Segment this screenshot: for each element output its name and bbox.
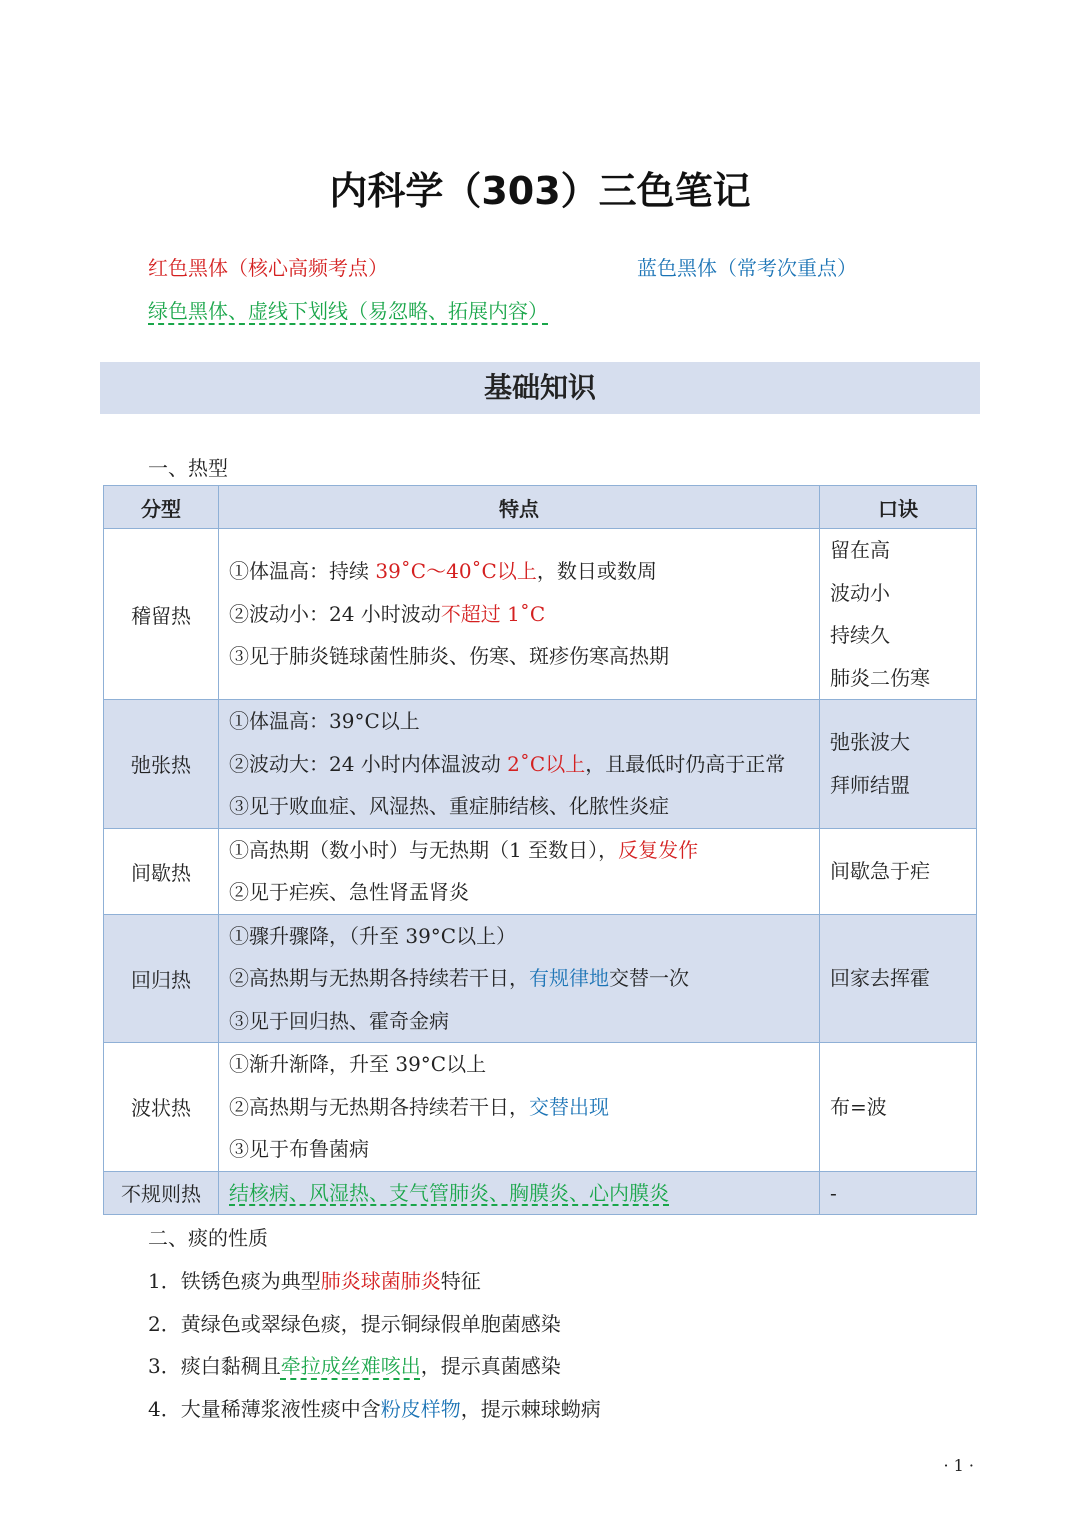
feature-highlight: 有规律地 xyxy=(529,966,609,990)
mnemonic-line: 间歇急于疟 xyxy=(830,858,930,883)
type-cell: 回归热 xyxy=(104,914,219,1043)
page-number: · 1 · xyxy=(943,1456,974,1475)
feature-text: ③见于回归热、霍奇金病 xyxy=(229,1008,449,1033)
item-text: 4．大量稀薄浆液性痰中含 xyxy=(148,1397,381,1421)
item-text: ，提示真菌感染 xyxy=(420,1354,561,1378)
header-feature: 特点 xyxy=(219,486,820,529)
type-cell: 稽留热 xyxy=(104,529,219,700)
item-text: ，提示棘球蚴病 xyxy=(460,1397,601,1421)
feature-highlight: 交替出现 xyxy=(529,1094,609,1119)
feature-text: ②高热期与无热期各持续若干日， xyxy=(229,1094,529,1119)
feature-cell xyxy=(219,700,820,829)
mnemonic-line: 留在高 xyxy=(830,538,890,562)
feature-text: ①体温高：持续 xyxy=(229,559,376,584)
feature-highlight: 结核病、风湿热、支气管肺炎、胸膜炎、心内膜炎 xyxy=(229,1180,669,1205)
feature-text: 交替一次 xyxy=(609,966,689,990)
header-type: 分型 xyxy=(104,486,219,529)
section-heading-fever: 一、热型 xyxy=(148,456,228,480)
feature-text: ①渐升渐降，升至 39°C以上 xyxy=(229,1052,487,1076)
fever-type-table xyxy=(103,485,977,1215)
feature-text: ②高热期与无热期各持续若干日， xyxy=(229,966,529,990)
feature-cell xyxy=(219,1043,820,1172)
feature-highlight: 2˚C以上 xyxy=(507,751,586,776)
type-cell: 间歇热 xyxy=(104,828,219,914)
item-text: 2．黄绿色或翠绿色痰，提示铜绿假单胞菌感染 xyxy=(148,1312,561,1336)
feature-cell xyxy=(219,828,820,914)
legend-blue: 蓝色黑体（常考次重点） xyxy=(637,256,857,280)
item-highlight: 牵拉成丝难咳出 xyxy=(280,1354,421,1378)
section-banner: 基础知识 xyxy=(100,362,980,414)
feature-text: ①体温高：39°C以上 xyxy=(229,709,420,733)
feature-highlight: 39˚C～40˚C以上 xyxy=(375,559,537,584)
item-text: 特征 xyxy=(440,1269,481,1293)
feature-text: ③见于败血症、风湿热、重症肺结核、化脓性炎症 xyxy=(229,794,669,818)
type-cell: 弛张热 xyxy=(104,700,219,829)
feature-text: ③见于布鲁菌病 xyxy=(229,1137,369,1161)
table-row xyxy=(104,700,977,829)
mnemonic-line: - xyxy=(830,1180,837,1205)
item-highlight: 肺炎球菌肺炎 xyxy=(320,1269,441,1293)
list-item xyxy=(148,1350,561,1379)
feature-text: ②见于疟疾、急性肾盂肾炎 xyxy=(229,880,469,904)
item-text: 1．铁锈色痰为典型 xyxy=(148,1269,321,1293)
section-heading-sputum: 二、痰的性质 xyxy=(148,1226,268,1250)
feature-text: ①高热期（数小时）与无热期（1 至数日）， xyxy=(229,837,619,862)
feature-cell xyxy=(219,1171,820,1215)
legend-green: 绿色黑体、虚线下划线（易忽略、拓展内容） xyxy=(148,299,548,323)
feature-text: ②波动小：24 小时波动 xyxy=(229,601,441,626)
legend-red: 红色黑体（核心高频考点） xyxy=(148,256,388,280)
table-row xyxy=(104,1043,977,1172)
feature-text: ②波动大：24 小时内体温波动 xyxy=(229,751,508,776)
list-item xyxy=(148,1308,561,1337)
table-row xyxy=(104,914,977,1043)
mnemonic-line: 布=波 xyxy=(830,1094,887,1119)
mnemonic-line: 拜师结盟 xyxy=(830,772,910,797)
mnemonic-line: 持续久 xyxy=(830,623,890,647)
item-highlight: 粉皮样物 xyxy=(380,1397,461,1421)
feature-cell xyxy=(219,529,820,700)
page-title: 内科学（303）三色笔记 xyxy=(329,169,751,213)
mnemonic-cell xyxy=(820,828,977,914)
mnemonic-line: 肺炎二伤寒 xyxy=(830,665,930,690)
mnemonic-cell xyxy=(820,1043,977,1172)
header-mnemonic: 口诀 xyxy=(820,486,977,529)
mnemonic-cell xyxy=(820,700,977,829)
feature-text: ，且最低时仍高于正常 xyxy=(585,751,786,776)
mnemonic-cell xyxy=(820,914,977,1043)
mnemonic-line: 弛张波大 xyxy=(830,730,910,755)
feature-text: ①骤升骤降，（升至 39°C以上） xyxy=(229,923,517,948)
feature-cell xyxy=(219,914,820,1043)
feature-text: ，数日或数周 xyxy=(536,559,657,584)
table-row xyxy=(104,1171,977,1215)
item-text: 3．痰白黏稠且 xyxy=(148,1354,281,1378)
table-row xyxy=(104,828,977,914)
type-cell: 波状热 xyxy=(104,1043,219,1172)
table-row xyxy=(104,529,977,700)
feature-highlight: 反复发作 xyxy=(618,837,699,862)
type-cell: 不规则热 xyxy=(104,1171,219,1215)
feature-text: ③见于肺炎链球菌性肺炎、伤寒、斑疹伤寒高热期 xyxy=(229,644,669,669)
list-item xyxy=(148,1265,481,1294)
list-item xyxy=(148,1393,601,1422)
mnemonic-line: 波动小 xyxy=(830,580,890,605)
mnemonic-cell xyxy=(820,529,977,700)
mnemonic-cell xyxy=(820,1171,977,1215)
mnemonic-line: 回家去挥霍 xyxy=(830,966,930,990)
feature-highlight: 不超过 1˚C xyxy=(440,601,546,626)
